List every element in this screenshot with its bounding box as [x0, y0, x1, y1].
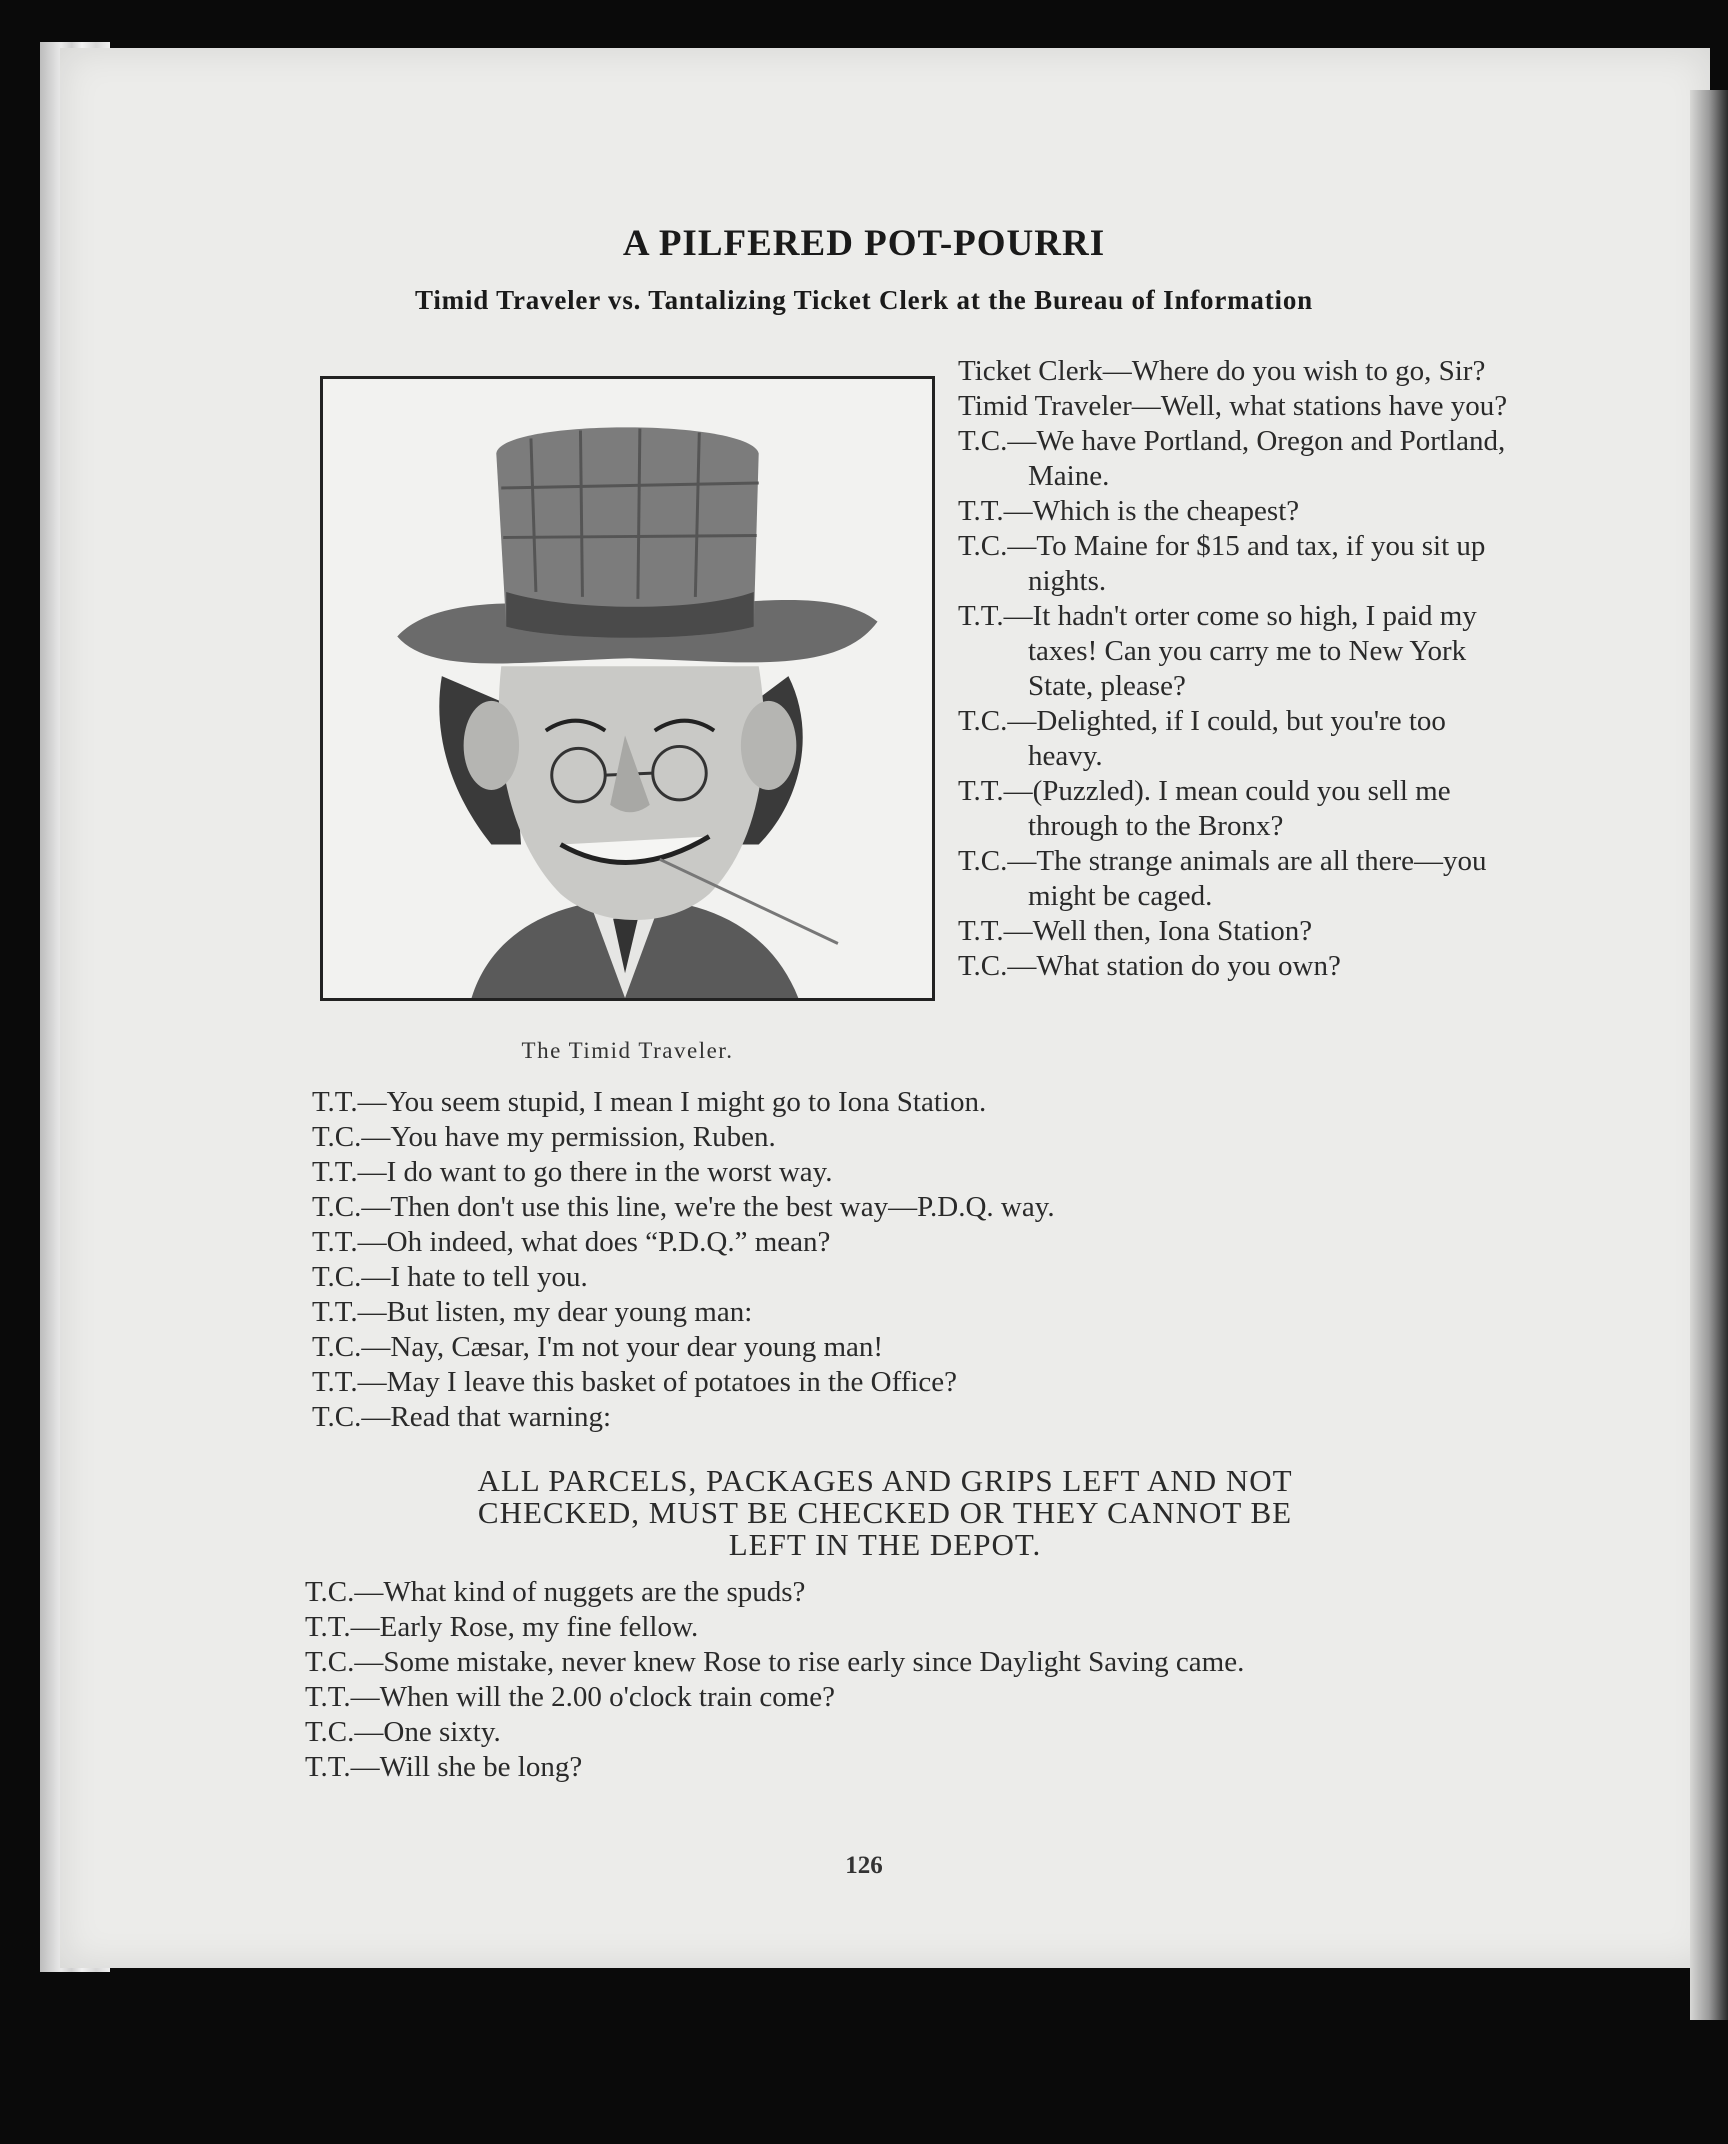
dialogue-closing-column — [305, 1575, 1535, 1785]
dialogue-line: T.T.—Early Rose, my fine fellow. — [305, 1611, 699, 1643]
dialogue-line: T.T.—Well then, Iona Station? — [958, 915, 1313, 947]
dialogue-line: T.T.—I do want to go there in the worst way. — [312, 1156, 833, 1188]
dialogue-line: T.T.—Oh indeed, what does “P.D.Q.” mean? — [312, 1226, 831, 1258]
dialogue-line: T.C.—Nay, Cæsar, I'm not your dear young man! — [312, 1331, 884, 1363]
dialogue-full-column — [312, 1085, 1542, 1435]
dialogue-line: T.C.—What station do you own? — [958, 950, 1341, 982]
dialogue-line: Timid Traveler—Well, what stations have you? — [958, 390, 1508, 422]
page-number: 126 — [845, 1852, 883, 1879]
warning-line: ALL PARCELS, PACKAGES AND GRIPS LEFT AND NOT — [477, 1463, 1293, 1498]
dialogue-line: T.C.—To Maine for $15 and tax, if you sit up nights. — [958, 530, 1486, 597]
dialogue-line: T.C.—The strange animals are all there—you might be caged. — [958, 845, 1487, 912]
dialogue-line: T.T.—But listen, my dear young man: — [312, 1296, 753, 1328]
dialogue-line: T.C.—We have Portland, Oregon and Portland, Maine. — [958, 425, 1506, 492]
dialogue-line: T.T.—Will she be long? — [305, 1751, 583, 1783]
dialogue-line: T.C.—One sixty. — [305, 1716, 501, 1748]
dialogue-line: T.C.—You have my permission, Ruben. — [312, 1121, 776, 1153]
dialogue-line: T.C.—Some mistake, never knew Rose to rise early since Daylight Saving came. — [305, 1646, 1245, 1678]
dialogue-line: T.C.—What kind of nuggets are the spuds? — [305, 1576, 806, 1608]
dialogue-line: T.T.—It hadn't orter come so high, I paid my taxes! Can you carry me to New York State, please? — [958, 600, 1477, 702]
dialogue-line: T.C.—Read that warning: — [312, 1401, 612, 1433]
dialogue-line: T.C.—I hate to tell you. — [312, 1261, 588, 1293]
caricature-drawing — [323, 379, 932, 998]
dialogue-line: Ticket Clerk—Where do you wish to go, Sir? — [958, 355, 1486, 387]
page-subtitle: Timid Traveler vs. Tantalizing Ticket Clerk at the Bureau of Information — [415, 285, 1313, 315]
dialogue-right-column — [958, 354, 1523, 984]
page-title: A PILFERED POT-POURRI — [622, 223, 1106, 264]
dialogue-line: T.T.—You seem stupid, I mean I might go to Iona Station. — [312, 1086, 987, 1118]
illustration-caption: The Timid Traveler. — [521, 1038, 734, 1063]
dialogue-line: T.T.—Which is the cheapest? — [958, 495, 1300, 527]
dialogue-line: T.C.—Then don't use this line, we're the best way—P.D.Q. way. — [312, 1191, 1055, 1223]
warning-line: CHECKED, MUST BE CHECKED OR THEY CANNOT BE — [477, 1495, 1293, 1530]
dialogue-line: T.T.—(Puzzled). I mean could you sell me through to the Bronx? — [958, 775, 1451, 842]
dialogue-line: T.T.—When will the 2.00 o'clock train come? — [305, 1681, 836, 1713]
page-gutter-shadow — [1690, 90, 1728, 2020]
dialogue-line: T.T.—May I leave this basket of potatoes in the Office? — [312, 1366, 958, 1398]
timid-traveler-illustration — [320, 376, 935, 1001]
warning-line: LEFT IN THE DEPOT. — [728, 1527, 1042, 1562]
dialogue-line: T.C.—Delighted, if I could, but you're too heavy. — [958, 705, 1446, 772]
warning-notice — [370, 1465, 1400, 1561]
